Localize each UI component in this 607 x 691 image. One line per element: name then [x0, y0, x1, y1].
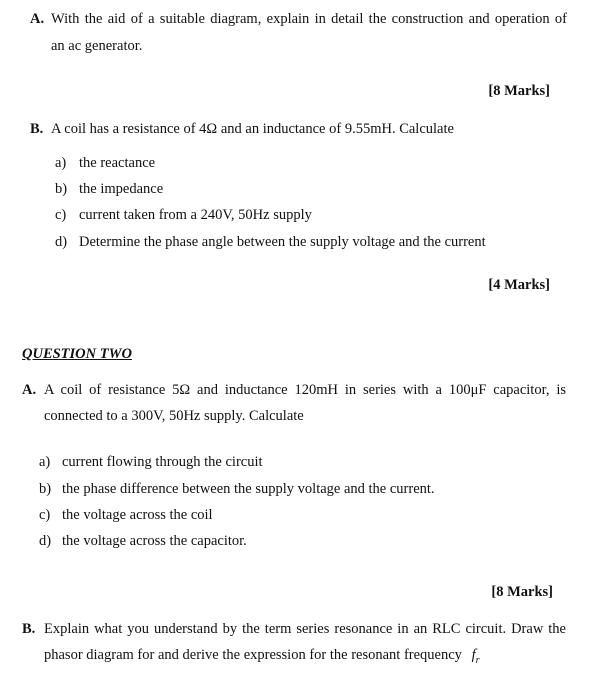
- q2-part-a-line2: connected to a 300V, 50Hz supply. Calculate: [44, 408, 304, 424]
- q1-part-a-marks: [8 Marks]: [488, 83, 550, 99]
- q1-part-a-line1: With the aid of a suitable diagram, explain in detail the construction and operation of: [51, 11, 567, 27]
- q2-part-a-letter: A.: [22, 382, 37, 398]
- q2-item-text: the phase difference between the supply voltage and the current.: [62, 481, 435, 497]
- symbol-subscript: r: [475, 654, 480, 666]
- q2-item-label: d): [39, 533, 52, 549]
- q2-part-b-line2: [44, 646, 480, 670]
- q1-part-a-letter: A.: [30, 11, 45, 27]
- q2-part-b-line2-text: phasor diagram for and derive the expression for the resonant frequency: [44, 647, 462, 663]
- q1-part-a-line2: an ac generator.: [51, 38, 143, 54]
- q1-item-label: b): [55, 181, 68, 197]
- q2-item-label: c): [39, 507, 51, 523]
- q2-part-b-line1: Explain what you understand by the term series resonance in an RLC circuit. Draw the: [44, 621, 566, 637]
- q1-item-text: the reactance: [79, 155, 156, 171]
- q1-item-text: the impedance: [79, 181, 164, 197]
- q1-item-label: c): [55, 207, 67, 223]
- q1-part-b-marks: [4 Marks]: [488, 277, 550, 293]
- q2-part-b-letter: B.: [22, 621, 36, 637]
- q1-item-label: d): [55, 234, 68, 250]
- q2-item-text: current flowing through the circuit: [62, 454, 263, 470]
- q2-heading: QUESTION TWO: [22, 346, 132, 362]
- q1-item-label: a): [55, 155, 67, 171]
- q1-part-b-letter: B.: [30, 121, 44, 137]
- q1-item-text: current taken from a 240V, 50Hz supply: [79, 207, 312, 223]
- q2-item-label: b): [39, 481, 52, 497]
- symbol-f: f: [471, 647, 476, 663]
- q1-item-text: Determine the phase angle between the supply voltage and the current: [79, 234, 486, 250]
- q2-part-a-line1: A coil of resistance 5Ω and inductance 120mH in series with a 100μF capacitor, is: [44, 382, 566, 398]
- q2-part-a-marks: [8 Marks]: [491, 584, 553, 600]
- q2-item-text: the voltage across the coil: [62, 507, 213, 523]
- q1-part-b-intro: A coil has a resistance of 4Ω and an inductance of 9.55mH. Calculate: [51, 121, 454, 137]
- resonant-frequency-symbol: [471, 647, 480, 666]
- q2-item-text: the voltage across the capacitor.: [62, 533, 247, 549]
- q2-item-label: a): [39, 454, 51, 470]
